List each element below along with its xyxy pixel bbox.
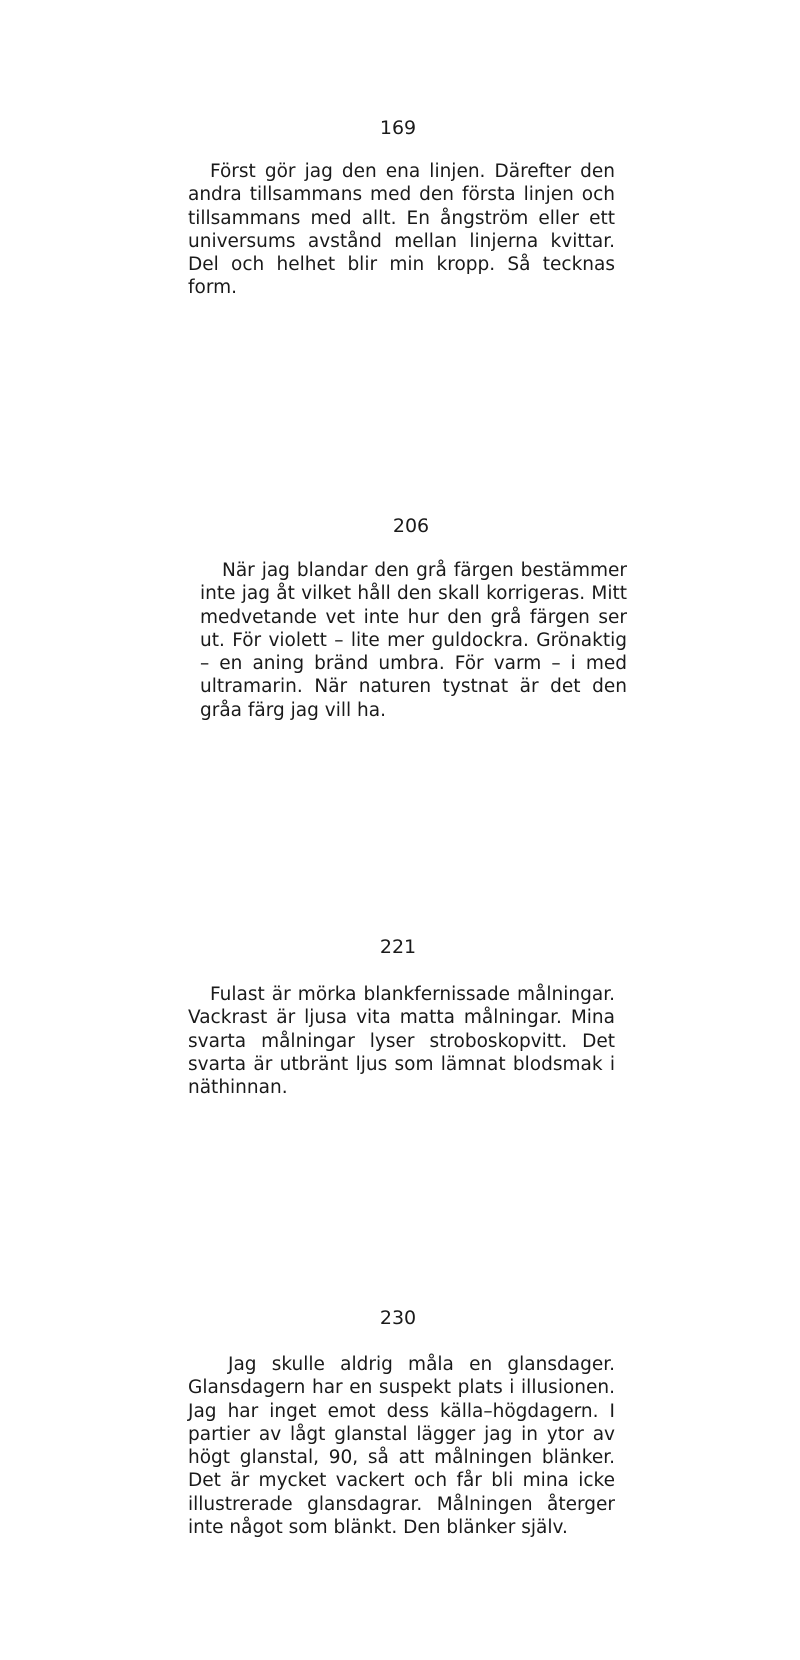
section-text-169: Först gör jag den ena linjen. Därefter den andra tillsammans med den första linjen och tillsammans med allt. En ångström eller ett universums avstånd mellan linjerna kvittar. Del och helhet blir min kropp. Så tecknas form. (188, 161, 615, 299)
section-number-169: 169 (379, 117, 417, 139)
section-number-206: 206 (392, 515, 430, 537)
section-text-221: Fulast är mörka blankfernissade målningar. Vackrast är ljusa vita matta målningar. Mina svarta målningar lyser stroboskopvitt. Det svarta är utbränt ljus som lämnat blodsmak i näthinnan. (188, 984, 615, 1099)
section-text-230: Jag skulle aldrig måla en glansdager. Glansdagern har en suspekt plats i illusionen. Jag har inget emot dess källa–högdagern. I partier av lågt glanstal lägger jag in ytor av högt glanstal, 90, så att målningen blänker. Det är mycket vackert och får bli mina icke illustrerade glansdagrar. Målningen återger inte något som blänkt. Den blänker själv. (188, 1354, 615, 1539)
section-number-221: 221 (379, 936, 417, 958)
section-number-230: 230 (379, 1307, 417, 1329)
section-text-206: När jag blandar den grå färgen bestämmer inte jag åt vilket håll den skall korrigeras. Mitt medvetande vet inte hur den grå färgen ser ut. För violett – lite mer guldockra. Grönaktig – en aning bränd umbra. För varm – i med ultramarin. När naturen tystnat är det den gråa färg jag vill ha. (200, 560, 627, 721)
